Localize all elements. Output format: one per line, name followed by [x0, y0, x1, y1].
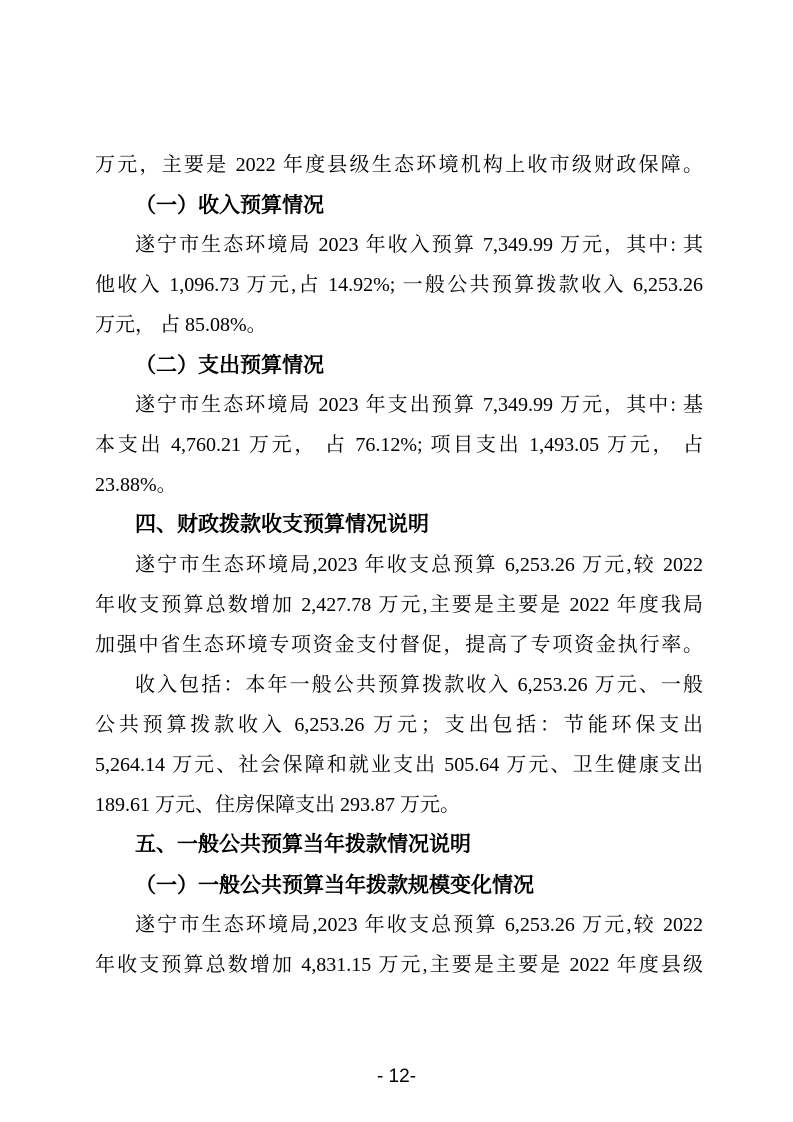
paragraph-line: 23.88%。 [95, 474, 177, 496]
paragraph-line: 遂宁市生态环境局 2023 年收入预算 7,349.99 万元，其中: 其 [135, 234, 703, 256]
paragraph-line: 年收支预算总数增加 4,831.15 万元,主要是主要是 2022 年度县级 [95, 954, 703, 976]
subsection-heading: （一）收入预算情况 [135, 193, 324, 217]
paragraph-line: 收入包括：本年一般公共预算拨款收入 6,253.26 万元、一般 [135, 674, 703, 696]
paragraph-line: 公共预算拨款收入 6,253.26 万元；支出包括：节能环保支出 [95, 714, 703, 736]
page-number: - 12- [376, 1066, 417, 1087]
paragraph-line: 本支出 4,760.21 万元， 占 76.12%; 项目支出 1,493.05 万元， 占 [95, 434, 703, 456]
paragraph-line: 他收入 1,096.73 万元,占 14.92%; 一般公共预算拨款收入 6,253.26 [95, 274, 703, 296]
section-heading: 五、一般公共预算当年拨款情况说明 [135, 833, 471, 856]
paragraph-line: 遂宁市生态环境局,2023 年收支总预算 6,253.26 万元,较 2022 [135, 914, 703, 936]
section-heading: 四、财政拨款收支预算情况说明 [135, 513, 429, 536]
paragraph-line: 年收支预算总数增加 2,427.78 万元,主要是主要是 2022 年度我局 [95, 594, 703, 616]
paragraph-line: 万元，主要是 2022 年度县级生态环境机构上收市级财政保障。 [95, 154, 703, 176]
subsection-heading: （二）支出预算情况 [135, 353, 324, 377]
paragraph-line: 遂宁市生态环境局,2023 年收支总预算 6,253.26 万元,较 2022 [135, 554, 703, 576]
subsection-heading: （一）一般公共预算当年拨款规模变化情况 [135, 873, 534, 897]
paragraph-line: 189.61 万元、住房保障支出 293.87 万元。 [95, 794, 460, 816]
document-body [95, 145, 703, 985]
paragraph-line: 5,264.14 万元、社会保障和就业支出 505.64 万元、卫生健康支出 [95, 754, 703, 776]
paragraph-line: 遂宁市生态环境局 2023 年支出预算 7,349.99 万元，其中: 基 [135, 394, 703, 416]
paragraph-line: 万元， 占 85.08%。 [95, 314, 267, 336]
paragraph-line: 加强中省生态环境专项资金支付督促，提高了专项资金执行率。 [95, 634, 703, 656]
